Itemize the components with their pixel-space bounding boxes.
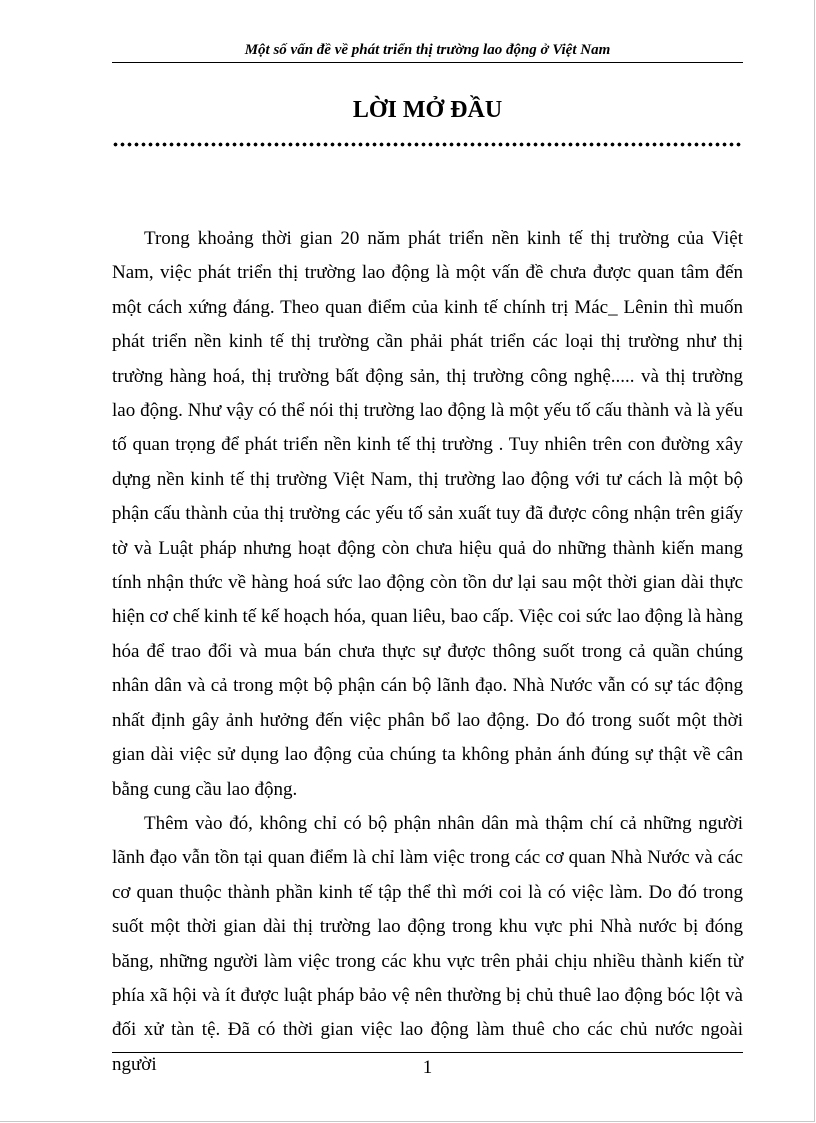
paragraph-2: Thêm vào đó, không chỉ có bộ phận nhân dân mà thậm chí cả những người lãnh đạo vẫn tồn tại quan điểm là chỉ làm việc trong các cơ quan Nhà Nước và các cơ quan thuộc thành phần kinh tế tập thể thì mới coi là có việc làm. Do đó trong suốt một thời gian dài thị trường lao động trong khu vực phi Nhà nước bị đóng băng, những người làm việc trong các khu vực trên phải chịu nhiều thành kiến từ phía xã hội và ít được luật pháp bảo vệ nên thường bị chủ thuê lao động bóc lột và đối xử tàn tệ. Đã có thời gian việc lao động làm thuê cho các chủ nước ngoài người <box>112 812 743 1075</box>
body-text <box>112 222 743 1082</box>
paragraph-1: Trong khoảng thời gian 20 năm phát triển nền kinh tế thị trường của Việt Nam, việc phát triển thị trường lao động là một vấn đề chưa được quan tâm đến một cách xứng đáng. Theo quan điểm của kinh tế chính trị Mác_ Lênin thì muốn phát triển nền kinh tế thị trường cần phải phát triển các loại thị trường như thị trường hàng hoá, thị trường bất động sản, thị trường công nghệ..... và thị trường lao động. Như vậy có thể nói thị trường lao động là một yếu tố cấu thành và là yếu tố quan trọng để phát triển nền kinh tế thị trường . Tuy nhiên trên con đường xây dựng nền kinh tế thị trường Việt Nam, thị trường lao động với tư cách là một bộ phận cấu thành của thị trường các yếu tố sản xuất tuy đã được công nhận trên giấy tờ và Luật pháp nhưng hoạt động còn chưa hiệu quả do những thành kiến mang tính nhận thức về hàng hoá sức lao động còn tồn dư lại sau một thời gian dài thực hiện cơ chế kinh tế kế hoạch hóa, quan liêu, bao cấp. Việc coi sức lao động là hàng hóa để trao đổi và mua bán chưa thực sự được thông suốt trong cả quần chúng nhân dân và cả trong một bộ phận cán bộ lãnh đạo. Nhà Nước vẫn có sự tác động nhất định gây ảnh hưởng đến việc phân bổ lao động. Do đó trong suốt một thời gian dài việc sử dụng lao động của chúng ta không phản ánh đúng sự thật về cân bằng cung cầu lao động. <box>112 228 743 800</box>
footer-divider <box>112 1052 743 1053</box>
running-header: Một số vấn đề về phát triển thị trường lao động ở Việt Nam <box>244 42 611 58</box>
page-number: 1 <box>422 1057 433 1078</box>
title-dotted-divider <box>112 142 743 147</box>
header-divider <box>112 62 743 63</box>
page-title: LỜI MỞ ĐẦU <box>352 97 503 123</box>
